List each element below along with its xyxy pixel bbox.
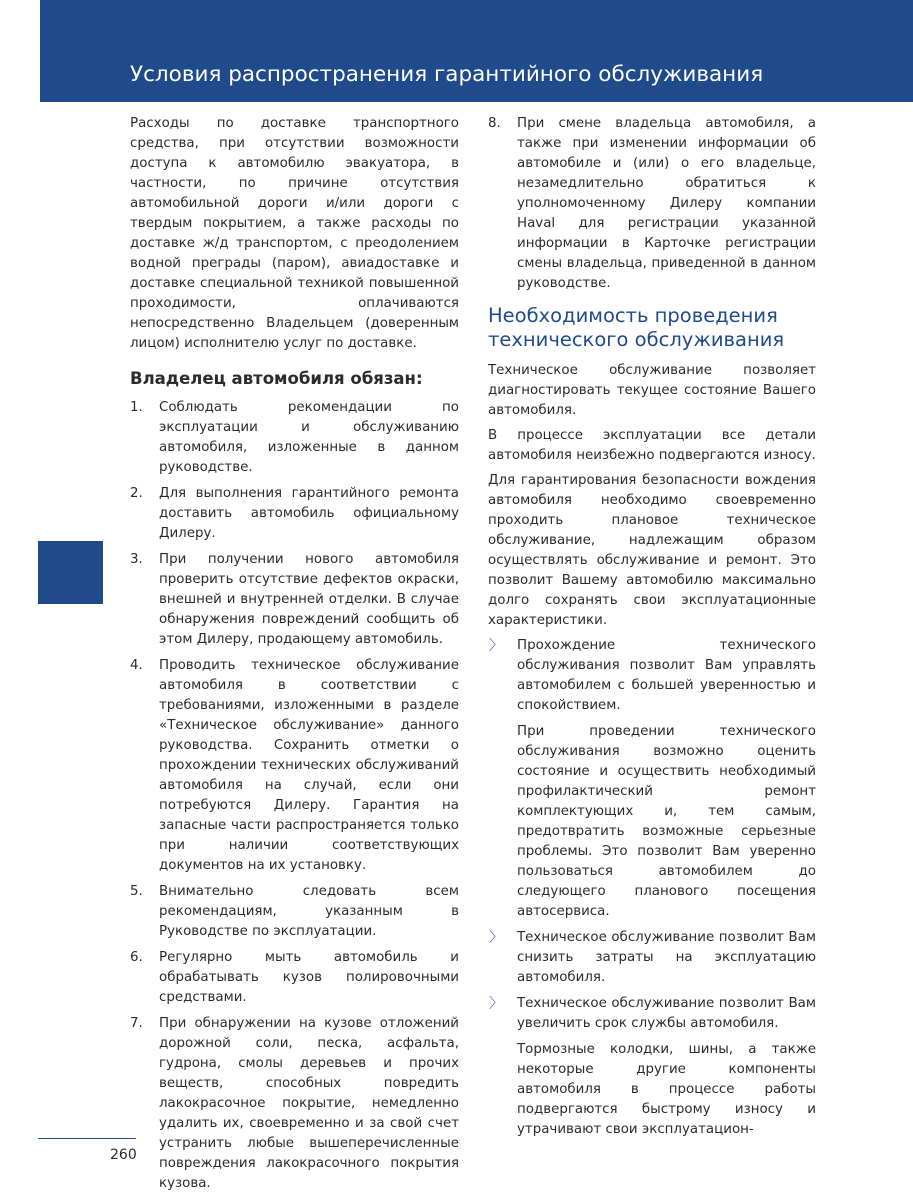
list-item bbox=[130, 948, 459, 1008]
body-paragraph: Для гарантирования безопасности вождения автомобиля необходимо своевременно проходить плановое техническое обслуживание, надлежащим образом осуществлять обслуживание и ремонт. Это позволит Вашему автомобилю максимально долго сохранять свои эксплуатационные характеристики. bbox=[488, 473, 816, 628]
bullet-text: Техническое обслуживание позволит Вам снизить затраты на эксплуатацию автомобиля. bbox=[517, 930, 816, 985]
footer-divider bbox=[38, 1138, 136, 1139]
bullet-item bbox=[488, 928, 816, 988]
item-text: Регулярно мыть автомобиль и обрабатывать кузов полировочными средствами. bbox=[159, 950, 459, 1005]
item-text: Для выполнения гарантийного ремонта доставить автомобиль официальному Дилеру. bbox=[159, 486, 459, 541]
list-item bbox=[130, 882, 459, 942]
item-number: 5. bbox=[130, 884, 143, 899]
section-tab-marker bbox=[38, 541, 103, 604]
section-heading: Необходимость проведения технического обслуживания bbox=[488, 304, 785, 351]
item-number: 2. bbox=[130, 486, 143, 501]
item-number: 4. bbox=[130, 658, 143, 673]
list-item bbox=[130, 550, 459, 650]
bullet-detail-paragraph: При проведении технического обслуживания возможно оценить состояние и осуществить необходимый профилактический ремонт комплектующих и, тем самым, предотвратить возможные серьезные проблемы. Это позволит Вам уверенно пользоваться автомобилем до следующего планового посещения автосервиса. bbox=[517, 724, 816, 919]
right-column bbox=[488, 114, 816, 1146]
item-number: 8. bbox=[488, 116, 501, 131]
obligations-list bbox=[130, 398, 459, 1194]
page-header-band bbox=[40, 0, 913, 102]
item-text: При получении нового автомобиля проверить отсутствие дефектов окраски, внешней и внутренней отделки. В случае обнаружения повреждений сообщить об этом Дилеру, продающему автомобиль. bbox=[159, 552, 459, 647]
item-text: При смене владельца автомобиля, а также при изменении информации об автомобиле и (или) о его владельце, незамедлительно обратиться к уполномоченному Дилеру компании Haval для регистрации указанной информации в Карточке регистрации смены владельца, приведенной в данном руководстве. bbox=[517, 116, 816, 291]
intro-paragraph: Расходы по доставке транспортного средства, при отсутствии возможности доступа к автомобилю эвакуатора, в частности, по причине отсутствия автомобильной дороги и/или дороги с твердым покрытием, а также расходы по доставке ж/д транспортом, с преодолением водной преграды (паром), авиадоставке и доставке специальной техникой повышенной проходимости, оплачиваются непосредственно Владельцем (доверенным лицом) исполнителю услуг по доставке. bbox=[130, 116, 459, 351]
item-text: Внимательно следовать всем рекомендациям, указанным в Руководстве по эксплуатации. bbox=[159, 884, 459, 939]
list-item bbox=[130, 656, 459, 876]
chevron-right-icon: 〉 bbox=[489, 996, 503, 1012]
left-column bbox=[130, 114, 459, 1200]
body-paragraph: В процессе эксплуатации все детали автомобиля неизбежно подвергаются износу. bbox=[488, 428, 816, 463]
item-text: При обнаружении на кузове отложений дорожной соли, песка, асфальта, гудрона, смолы деревьев и прочих веществ, способных повредить лакокрасочное покрытие, немедленно удалить их, своевременно и за свой счет устранить любые вышеперечисленные повреждения лакокрасочного покрытия кузова. bbox=[159, 1016, 459, 1191]
bullet-text: Техническое обслуживание позволит Вам увеличить срок службы автомобиля. bbox=[517, 996, 816, 1031]
chevron-right-icon: 〉 bbox=[489, 638, 503, 654]
list-item bbox=[130, 1014, 459, 1194]
item-text: Соблюдать рекомендации по эксплуатации и обслуживанию автомобиля, изложенные в данном руководстве. bbox=[159, 400, 459, 475]
body-paragraph: Техническое обслуживание позволяет диагностировать текущее состояние Вашего автомобиля. bbox=[488, 363, 816, 418]
bullet-item bbox=[488, 636, 816, 716]
list-item bbox=[130, 484, 459, 544]
owner-obligations-heading: Владелец автомобиля обязан: bbox=[130, 369, 423, 388]
item-number: 6. bbox=[130, 950, 143, 965]
bullet-item bbox=[488, 994, 816, 1034]
list-item bbox=[130, 398, 459, 478]
page-title: Условия распространения гарантийного обслуживания bbox=[130, 62, 764, 87]
item-number: 3. bbox=[130, 552, 143, 567]
page-number: 260 bbox=[110, 1147, 137, 1163]
list-item bbox=[488, 114, 816, 294]
bullet-text: Прохождение технического обслуживания позволит Вам управлять автомобилем с большей уверенностью и спокойствием. bbox=[517, 638, 816, 713]
item-number: 1. bbox=[130, 400, 143, 415]
chevron-right-icon: 〉 bbox=[489, 930, 503, 946]
item-number: 7. bbox=[130, 1016, 143, 1031]
item-text: Проводить техническое обслуживание автомобиля в соответствии с требованиями, изложенными в разделе «Техническое обслуживание» данного руководства. Сохранить отметки о прохождении технических обслуживаний автомобиля на случай, если они потребуются Дилеру. Гарантия на запасные части распространяется только при наличии соответствующих документов на их установку. bbox=[159, 658, 459, 873]
bullet-detail-paragraph: Тормозные колодки, шины, а также некоторые другие компоненты автомобиля в процессе работы подвергаются быстрому износу и утрачивают свои эксплуатацион- bbox=[517, 1042, 816, 1137]
